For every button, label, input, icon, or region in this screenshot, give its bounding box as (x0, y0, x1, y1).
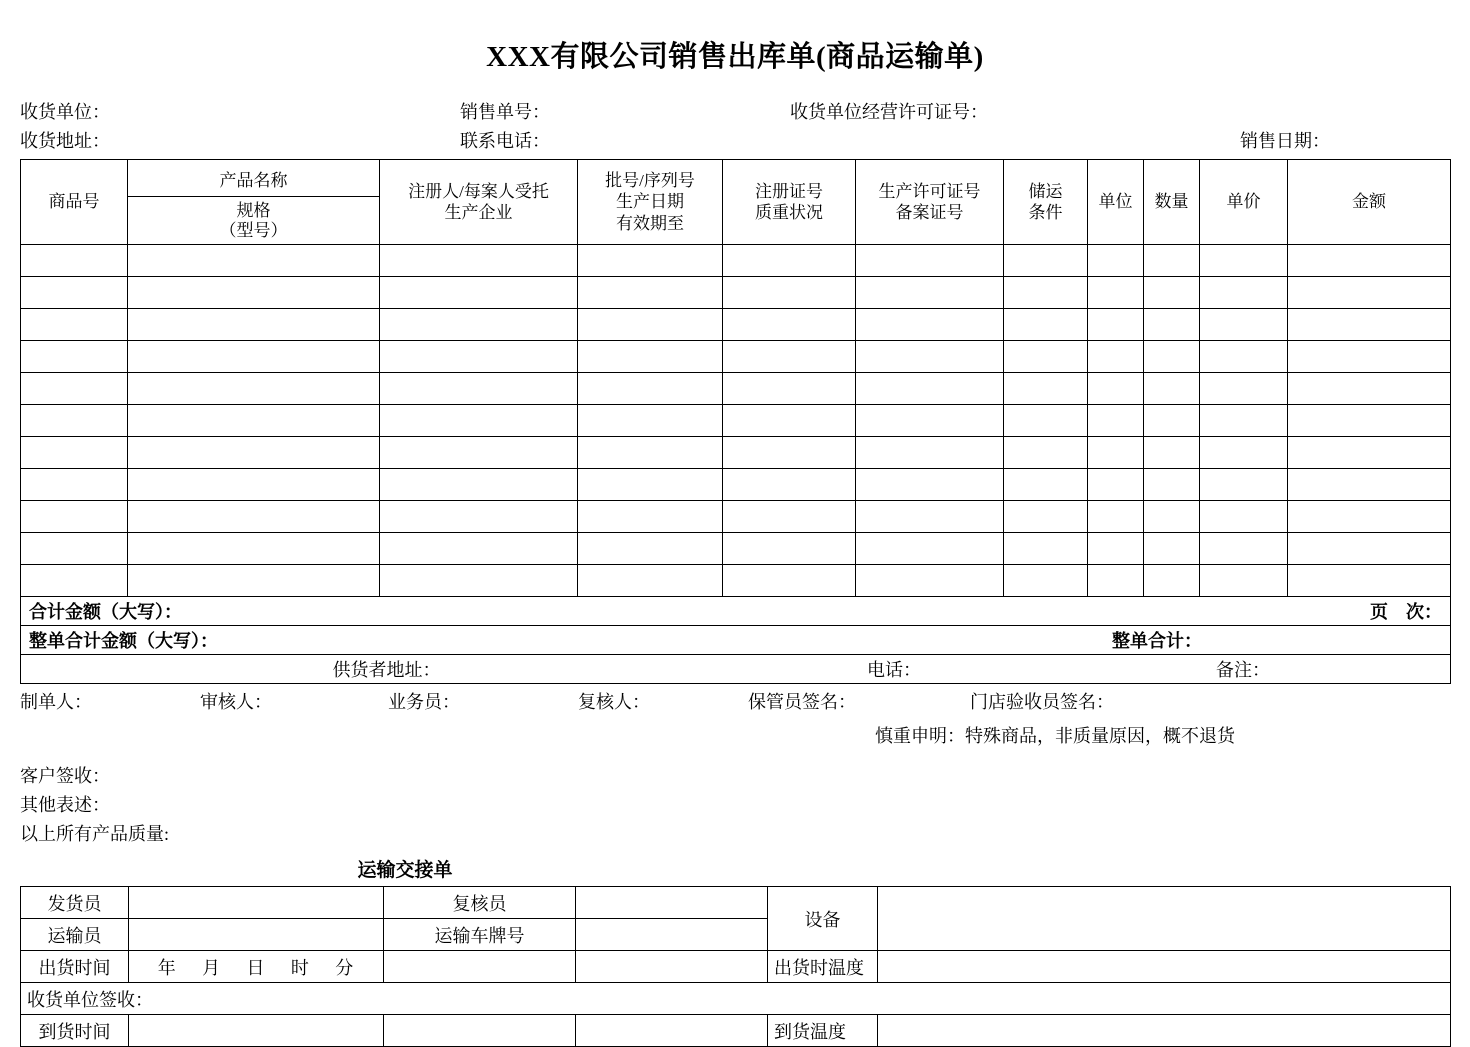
cell-storage[interactable] (1004, 277, 1088, 309)
cell-production-license[interactable] (856, 437, 1004, 469)
cell-registration-cert[interactable] (723, 245, 856, 277)
col-header-registration-cert (723, 160, 856, 245)
cell-unit-price[interactable] (1200, 309, 1288, 341)
sales-date-label: 销售日期： (1240, 131, 1330, 151)
col-header-production-line2: 备案证号 (895, 203, 964, 223)
arrive-time-value[interactable] (129, 1015, 384, 1047)
col-header-unit: 单位 (1088, 160, 1144, 245)
unit-day: 日 (246, 957, 266, 978)
cell-unit[interactable] (1088, 341, 1144, 373)
cell-product-name[interactable] (128, 533, 380, 565)
receiver-address-label: 收货地址： (20, 131, 110, 151)
arrive-time-extra-2[interactable] (576, 1015, 768, 1047)
arrive-time-label: 到货时间 (21, 1015, 129, 1047)
cell-batch[interactable] (578, 341, 723, 373)
cell-production-license[interactable] (856, 309, 1004, 341)
transport-row-shipper (21, 887, 1451, 919)
cell-production-license[interactable] (856, 405, 1004, 437)
cell-product-name[interactable] (128, 309, 380, 341)
store-receiver-sign-label: 门店验收员签名： (970, 692, 1114, 713)
goods-table-header-row (21, 160, 1451, 245)
rechecker-value[interactable] (576, 887, 768, 919)
contact-phone-label: 联系电话： (460, 131, 550, 151)
cell-product-name[interactable] (128, 405, 380, 437)
transporter-value[interactable] (129, 919, 384, 951)
supplier-phone-label: 电话： (867, 660, 921, 681)
ship-time-extra-1[interactable] (384, 951, 576, 983)
cell-unit[interactable] (1088, 245, 1144, 277)
cell-registration-cert[interactable] (723, 309, 856, 341)
col-header-batch-line3: 有效期至 (616, 213, 684, 233)
unit-month: 月 (202, 957, 222, 978)
cell-production-license[interactable] (856, 373, 1004, 405)
cell-unit-price[interactable] (1200, 245, 1288, 277)
cell-quantity[interactable] (1144, 373, 1200, 405)
cell-storage[interactable] (1004, 437, 1088, 469)
maker-label: 制单人： (20, 692, 92, 713)
plate-value[interactable] (576, 919, 768, 951)
free-text-lines (0, 748, 1470, 849)
table-row[interactable] (21, 309, 1451, 341)
col-header-registrant-line2: 生产企业 (444, 203, 513, 223)
table-row[interactable] (21, 565, 1451, 597)
cell-unit[interactable] (1088, 533, 1144, 565)
plate-label: 运输车牌号 (384, 919, 576, 951)
cell-quantity[interactable] (1144, 501, 1200, 533)
cell-production-license[interactable] (856, 469, 1004, 501)
cell-batch[interactable] (578, 277, 723, 309)
cell-storage[interactable] (1004, 565, 1088, 597)
unit-year: 年 (157, 957, 177, 978)
col-header-batch-line2: 生产日期 (616, 192, 684, 212)
ship-time-extra-2[interactable] (576, 951, 768, 983)
receiver-sign-label: 收货单位签收： (21, 983, 1451, 1015)
cell-amount[interactable] (1288, 533, 1451, 565)
equipment-value[interactable] (878, 887, 1451, 951)
ship-temp-value[interactable] (878, 951, 1451, 983)
header-meta-row-2 (20, 124, 1450, 153)
col-header-storage-condition (1004, 160, 1088, 245)
page-number-label: 页 次： (1370, 602, 1442, 623)
table-row[interactable] (21, 405, 1451, 437)
unit-hour: 时 (290, 957, 310, 978)
cell-quantity[interactable] (1144, 277, 1200, 309)
cell-unit-price[interactable] (1200, 277, 1288, 309)
cell-unit[interactable] (1088, 565, 1144, 597)
table-row[interactable] (21, 341, 1451, 373)
cell-batch[interactable] (578, 533, 723, 565)
col-header-unit-price: 单价 (1200, 160, 1288, 245)
cell-product-no[interactable] (21, 277, 128, 309)
cell-production-license[interactable] (856, 533, 1004, 565)
col-header-registration-line1: 注册证号 (755, 181, 823, 201)
cell-registration-cert[interactable] (723, 501, 856, 533)
transporter-label: 运输员 (21, 919, 129, 951)
cell-product-no[interactable] (21, 405, 128, 437)
arrive-time-extra-1[interactable] (384, 1015, 576, 1047)
cell-storage[interactable] (1004, 405, 1088, 437)
cell-registrant[interactable] (380, 341, 578, 373)
cell-unit[interactable] (1088, 501, 1144, 533)
transport-table (20, 886, 1451, 1047)
page-title: XXX有限公司销售出库单(商品运输单) (486, 41, 984, 73)
arrive-temp-label: 到货温度 (768, 1015, 878, 1047)
col-header-product-name-spec (128, 160, 380, 245)
cell-quantity[interactable] (1144, 341, 1200, 373)
receiver-unit-label: 收货单位： (20, 102, 110, 122)
col-header-product-name: 产品名称 (128, 160, 379, 197)
cell-amount[interactable] (1288, 309, 1451, 341)
cell-unit[interactable] (1088, 373, 1144, 405)
other-statement-label: 其他表述： (20, 795, 110, 816)
ship-time-label: 出货时间 (21, 951, 129, 983)
grand-total-label: 整单合计金额（大写）： (29, 631, 218, 652)
cell-unit-price[interactable] (1200, 565, 1288, 597)
sales-order-no-label: 销售单号： (460, 102, 550, 122)
cell-storage[interactable] (1004, 469, 1088, 501)
rechecker-label: 复核员 (384, 887, 576, 919)
supplier-info-cell (21, 655, 1451, 684)
cell-registrant[interactable] (380, 245, 578, 277)
cell-unit-price[interactable] (1200, 469, 1288, 501)
supplier-info-row (21, 655, 1451, 684)
cell-product-name[interactable] (128, 501, 380, 533)
cell-production-license[interactable] (856, 341, 1004, 373)
cell-production-license[interactable] (856, 277, 1004, 309)
cell-unit[interactable] (1088, 437, 1144, 469)
col-header-storage-line2: 条件 (1028, 203, 1063, 223)
cell-batch[interactable] (578, 565, 723, 597)
col-header-registration-line2: 质重状况 (755, 203, 823, 223)
cell-unit[interactable] (1088, 277, 1144, 309)
cell-amount[interactable] (1288, 501, 1451, 533)
cell-product-no[interactable] (21, 373, 128, 405)
header-meta-row-1 (20, 95, 1450, 124)
cell-registration-cert[interactable] (723, 277, 856, 309)
table-row[interactable] (21, 245, 1451, 277)
cell-storage[interactable] (1004, 373, 1088, 405)
table-row[interactable] (21, 501, 1451, 533)
cell-unit[interactable] (1088, 309, 1144, 341)
cell-storage[interactable] (1004, 533, 1088, 565)
col-header-spec-line2: （型号） (219, 220, 288, 240)
cell-registrant[interactable] (380, 501, 578, 533)
cell-product-name[interactable] (128, 245, 380, 277)
cell-registration-cert[interactable] (723, 437, 856, 469)
auditor-label: 审核人： (200, 692, 272, 713)
cell-product-name[interactable] (128, 341, 380, 373)
cell-batch[interactable] (578, 373, 723, 405)
quality-statement-label: 以上所有产品质量: (20, 824, 170, 845)
cell-registration-cert[interactable] (723, 565, 856, 597)
cell-registrant[interactable] (380, 405, 578, 437)
col-header-batch-serial (578, 160, 723, 245)
cell-production-license[interactable] (856, 565, 1004, 597)
cell-amount[interactable] (1288, 245, 1451, 277)
cell-registrant[interactable] (380, 565, 578, 597)
grand-total-value-label: 整单合计： (1112, 631, 1202, 652)
cell-quantity[interactable] (1144, 309, 1200, 341)
col-header-registrant-manufacturer (380, 160, 578, 245)
table-row[interactable] (21, 533, 1451, 565)
cell-registration-cert[interactable] (723, 469, 856, 501)
cell-product-name[interactable] (128, 469, 380, 501)
transport-row-receiver-sign (21, 983, 1451, 1015)
cell-batch[interactable] (578, 437, 723, 469)
cell-product-name[interactable] (128, 565, 380, 597)
col-header-production-line1: 生产许可证号 (878, 181, 981, 201)
cell-registrant[interactable] (380, 533, 578, 565)
col-header-storage-line1: 储运 (1028, 181, 1063, 201)
transport-row-arrive-time (21, 1015, 1451, 1047)
cell-production-license[interactable] (856, 501, 1004, 533)
cell-registration-cert[interactable] (723, 341, 856, 373)
table-row[interactable] (21, 437, 1451, 469)
grand-total-cell (21, 626, 1451, 655)
cell-quantity[interactable] (1144, 405, 1200, 437)
subtotal-row (21, 597, 1451, 626)
cell-product-no[interactable] (21, 341, 128, 373)
salesperson-label: 业务员： (388, 692, 460, 713)
col-header-batch-line1: 批号/序列号 (605, 171, 695, 191)
cell-storage[interactable] (1004, 245, 1088, 277)
col-header-product-no: 商品号 (21, 160, 128, 245)
cell-product-no[interactable] (21, 501, 128, 533)
cell-registrant[interactable] (380, 373, 578, 405)
cell-quantity[interactable] (1144, 437, 1200, 469)
cell-batch[interactable] (578, 245, 723, 277)
cell-amount[interactable] (1288, 405, 1451, 437)
cell-unit[interactable] (1088, 405, 1144, 437)
cell-storage[interactable] (1004, 309, 1088, 341)
cell-product-no[interactable] (21, 469, 128, 501)
cell-product-no[interactable] (21, 533, 128, 565)
col-header-spec (128, 197, 379, 244)
table-row[interactable] (21, 277, 1451, 309)
subtotal-label: 合计金额（大写）： (29, 602, 182, 623)
col-header-registrant-line1: 注册人/每案人受托 (408, 181, 549, 201)
cell-batch[interactable] (578, 405, 723, 437)
unit-minute: 分 (335, 957, 355, 978)
rechecker-label: 复核人： (578, 692, 650, 713)
cell-product-name[interactable] (128, 277, 380, 309)
col-header-quantity: 数量 (1144, 160, 1200, 245)
cell-amount[interactable] (1288, 437, 1451, 469)
col-header-production-license (856, 160, 1004, 245)
shipper-value[interactable] (129, 887, 384, 919)
cell-production-license[interactable] (856, 245, 1004, 277)
cell-product-no[interactable] (21, 565, 128, 597)
goods-table (20, 159, 1451, 684)
cell-amount[interactable] (1288, 469, 1451, 501)
cell-quantity[interactable] (1144, 533, 1200, 565)
cell-product-name[interactable] (128, 437, 380, 469)
cell-amount[interactable] (1288, 277, 1451, 309)
col-header-amount: 金额 (1288, 160, 1451, 245)
signature-row (0, 684, 1470, 714)
cell-unit-price[interactable] (1200, 437, 1288, 469)
cell-storage[interactable] (1004, 341, 1088, 373)
cell-registration-cert[interactable] (723, 405, 856, 437)
cell-product-no[interactable] (21, 245, 128, 277)
cell-amount[interactable] (1288, 565, 1451, 597)
customer-sign-label: 客户签收： (20, 766, 110, 787)
transport-row-ship-time (21, 951, 1451, 983)
col-header-spec-line1: 规格 (236, 201, 271, 220)
receiver-license-no-label: 收货单位经营许可证号： (790, 102, 988, 122)
sales-delivery-note-page (0, 34, 1470, 1042)
transport-section-title: 运输交接单 (357, 860, 453, 882)
cell-registrant[interactable] (380, 309, 578, 341)
keeper-sign-label: 保管员签名： (748, 692, 856, 713)
header-meta (0, 95, 1470, 153)
cell-unit[interactable] (1088, 469, 1144, 501)
cell-product-no[interactable] (21, 309, 128, 341)
goods-table-body (21, 245, 1451, 684)
cell-amount[interactable] (1288, 373, 1451, 405)
cell-registrant[interactable] (380, 437, 578, 469)
cell-batch[interactable] (578, 501, 723, 533)
cell-batch[interactable] (578, 469, 723, 501)
cell-unit-price[interactable] (1200, 373, 1288, 405)
cell-registration-cert[interactable] (723, 373, 856, 405)
grand-total-row (21, 626, 1451, 655)
table-row[interactable] (21, 469, 1451, 501)
ship-temp-label: 出货时温度 (768, 951, 878, 983)
subtotal-cell (21, 597, 1451, 626)
cell-unit-price[interactable] (1200, 533, 1288, 565)
remark-label: 备注： (1216, 660, 1270, 681)
cell-amount[interactable] (1288, 341, 1451, 373)
arrive-temp-value[interactable] (878, 1015, 1451, 1047)
cell-unit-price[interactable] (1200, 341, 1288, 373)
cell-batch[interactable] (578, 309, 723, 341)
cell-unit-price[interactable] (1200, 405, 1288, 437)
shipper-label: 发货员 (21, 887, 129, 919)
cell-registrant[interactable] (380, 277, 578, 309)
cell-product-no[interactable] (21, 437, 128, 469)
equipment-label: 设备 (768, 887, 878, 951)
cell-storage[interactable] (1004, 501, 1088, 533)
return-policy-statement: 慎重申明：特殊商品，非质量原因，概不退货 (875, 726, 1235, 747)
table-row[interactable] (21, 373, 1451, 405)
cell-quantity[interactable] (1144, 565, 1200, 597)
supplier-address-label: 供货者地址： (332, 660, 441, 681)
cell-registrant[interactable] (380, 469, 578, 501)
cell-registration-cert[interactable] (723, 533, 856, 565)
cell-product-name[interactable] (128, 373, 380, 405)
cell-quantity[interactable] (1144, 245, 1200, 277)
ship-time-value[interactable] (129, 951, 384, 983)
cell-quantity[interactable] (1144, 469, 1200, 501)
cell-unit-price[interactable] (1200, 501, 1288, 533)
